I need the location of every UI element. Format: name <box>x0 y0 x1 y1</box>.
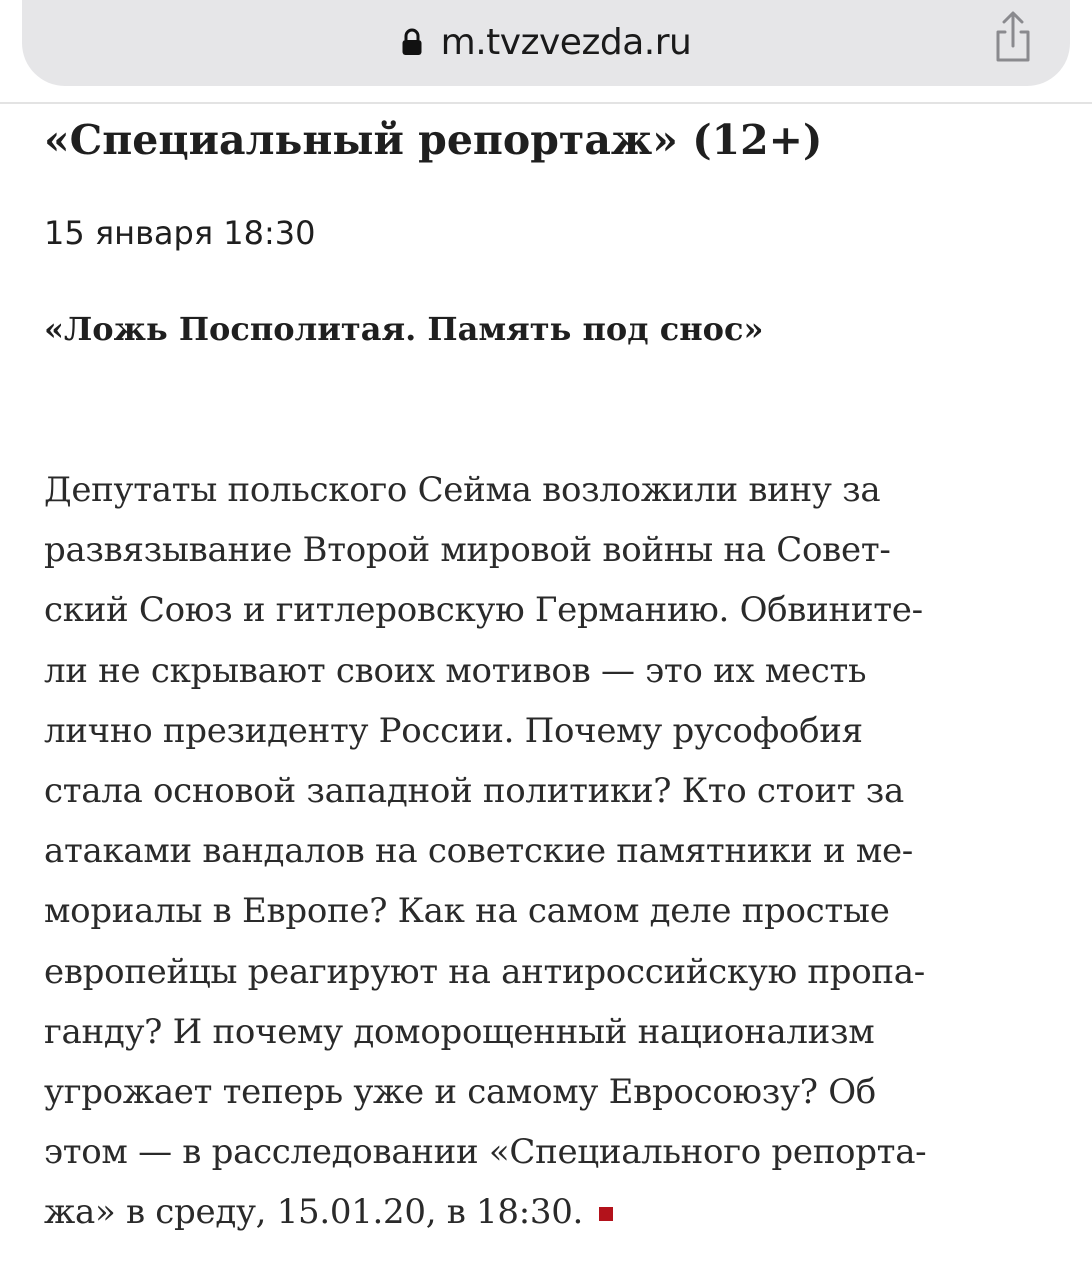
url-text[interactable]: m.tvzvezda.ru <box>440 21 692 63</box>
body-line: лично президенту России. Почему русофобия <box>44 710 863 751</box>
body-line: угрожает теперь уже и самому Евросоюзу? Об <box>44 1071 876 1112</box>
body-line-last <box>44 1182 1054 1242</box>
page-title: «Специальный репортаж» (12+) <box>44 116 823 164</box>
body-line: ский Союз и гитлеровскую Германию. Обвините- <box>44 590 923 631</box>
body-line: атаками вандалов на советские памятники и ме- <box>44 831 913 872</box>
lock-icon <box>401 27 423 57</box>
header-divider <box>0 102 1092 104</box>
broadcast-date: 15 января 18:30 <box>44 214 316 252</box>
article-body <box>44 460 1054 1242</box>
body-line: Депутаты польского Сейма возложили вину за <box>44 470 881 510</box>
body-line: этом — в расследовании «Специального репорта- <box>44 1132 927 1173</box>
body-line: ли не скрывают своих мотивов — это их месть <box>44 650 867 691</box>
body-line: европейцы реагируют на антироссийскую пропа- <box>44 951 925 992</box>
address-bar[interactable] <box>22 0 1070 86</box>
body-line: мориалы в Европе? Как на самом деле простые <box>44 891 890 932</box>
body-line-text: жа» в среду, 15.01.20, в 18:30. <box>44 1192 584 1233</box>
body-line: стала основой западной политики? Кто стоит за <box>44 770 904 811</box>
episode-subtitle: «Ложь Посполитая. Память под снос» <box>44 310 764 348</box>
end-of-article-icon <box>599 1207 613 1221</box>
address-field[interactable] <box>22 14 1070 70</box>
body-line: ганду? И почему доморощенный национализм <box>44 1011 875 1052</box>
body-line: развязывание Второй мировой войны на Совет- <box>44 530 891 571</box>
share-icon[interactable] <box>990 10 1036 66</box>
